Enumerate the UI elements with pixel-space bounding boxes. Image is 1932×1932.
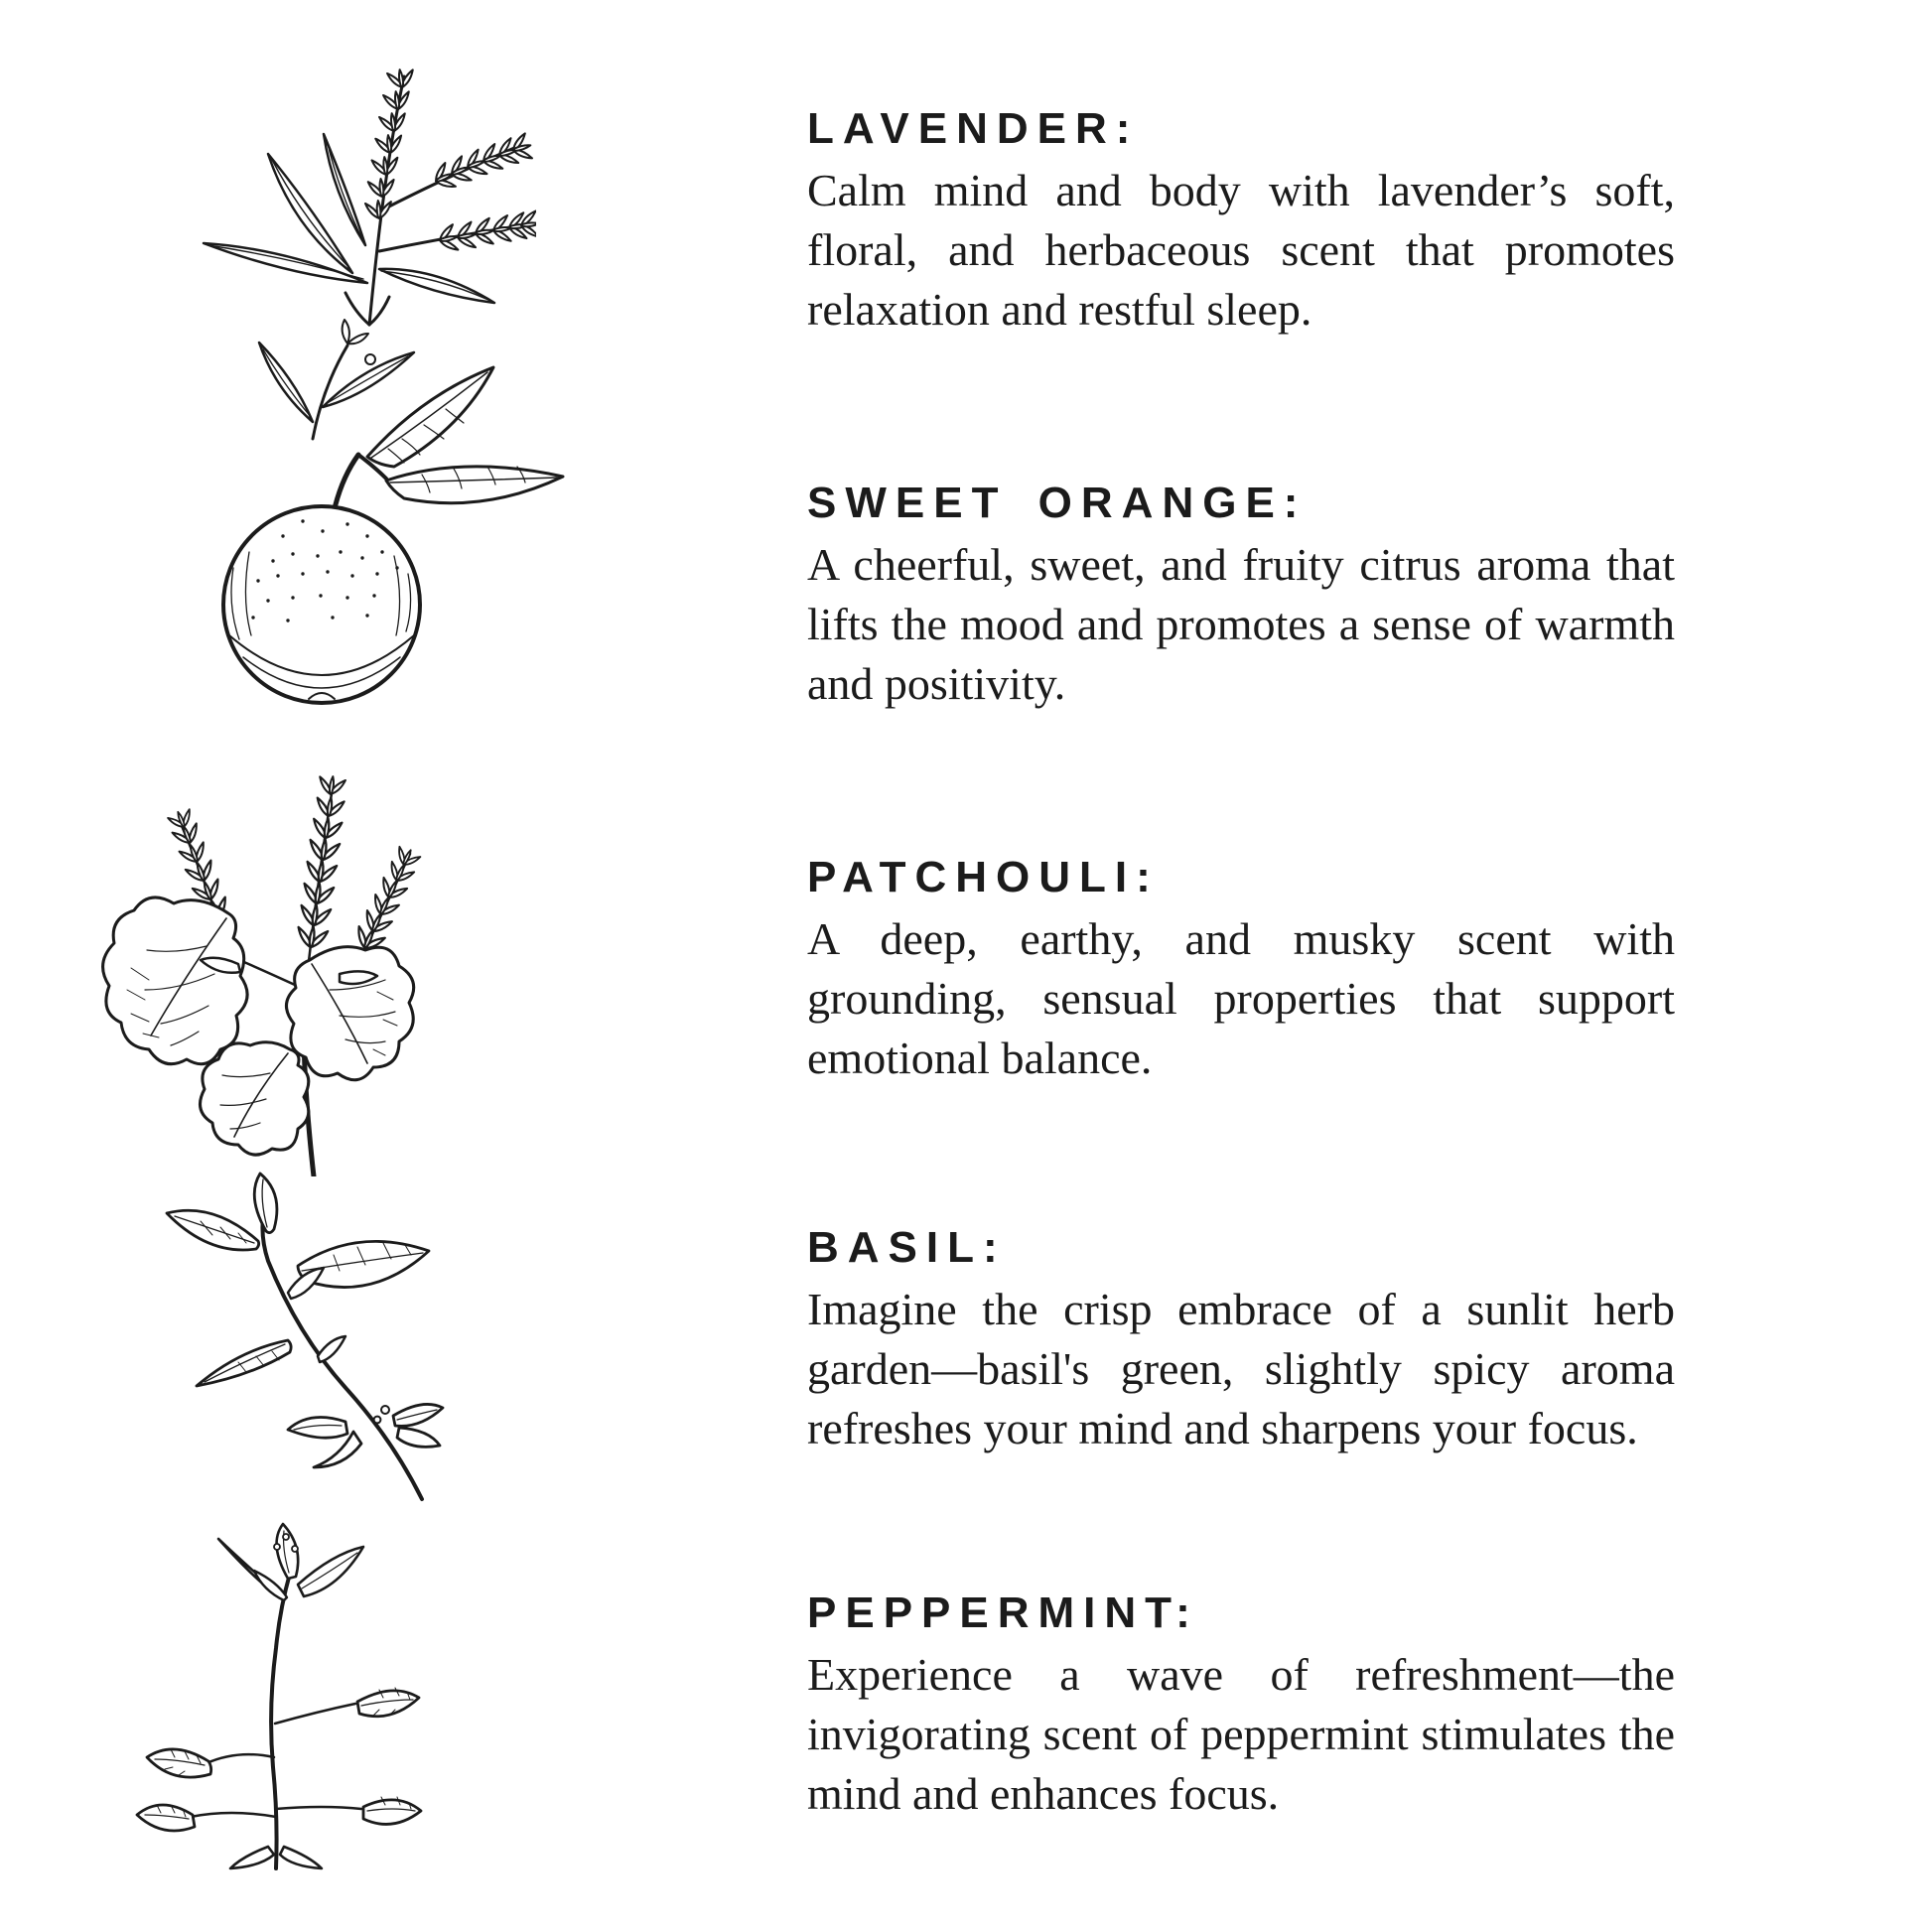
- basil-description: Imagine the crisp embrace of a sunlit herb garden—basil's green, slightly spicy aroma refreshes your mind and sharpens your focus.: [807, 1284, 1675, 1453]
- basil-sprig-illustration: [139, 1172, 447, 1504]
- sweet-orange-description: A cheerful, sweet, and fruity citrus aroma that lifts the mood and promotes a sense of warmth and positivity.: [807, 539, 1675, 709]
- sweet-orange-heading: SWEET ORANGE:: [807, 479, 1308, 527]
- section-sweet-orange: [807, 478, 1675, 714]
- lavender-heading: LAVENDER:: [807, 104, 1140, 153]
- patchouli-plant-illustration: [79, 730, 427, 1176]
- lavender-sprig-illustration: [119, 15, 536, 328]
- peppermint-sprig-illustration: [119, 1519, 447, 1871]
- orange-fruit-illustration: [164, 308, 581, 710]
- patchouli-heading: PATCHOULI:: [807, 853, 1160, 901]
- peppermint-heading: PEPPERMINT:: [807, 1588, 1199, 1637]
- lavender-description: Calm mind and body with lavender’s soft, floral, and herbaceous scent that promotes relaxation and restful sleep.: [807, 165, 1675, 335]
- section-basil: [807, 1222, 1675, 1458]
- section-lavender: [807, 103, 1675, 340]
- orange-blossom: [343, 320, 375, 364]
- section-peppermint: [807, 1587, 1675, 1824]
- basil-heading: BASIL:: [807, 1223, 1007, 1272]
- peppermint-description: Experience a wave of refreshment—the invigorating scent of peppermint stimulates the mind and enhances focus.: [807, 1649, 1675, 1819]
- section-patchouli: [807, 852, 1675, 1088]
- patchouli-description: A deep, earthy, and musky scent with grounding, sensual properties that support emotional balance.: [807, 913, 1675, 1083]
